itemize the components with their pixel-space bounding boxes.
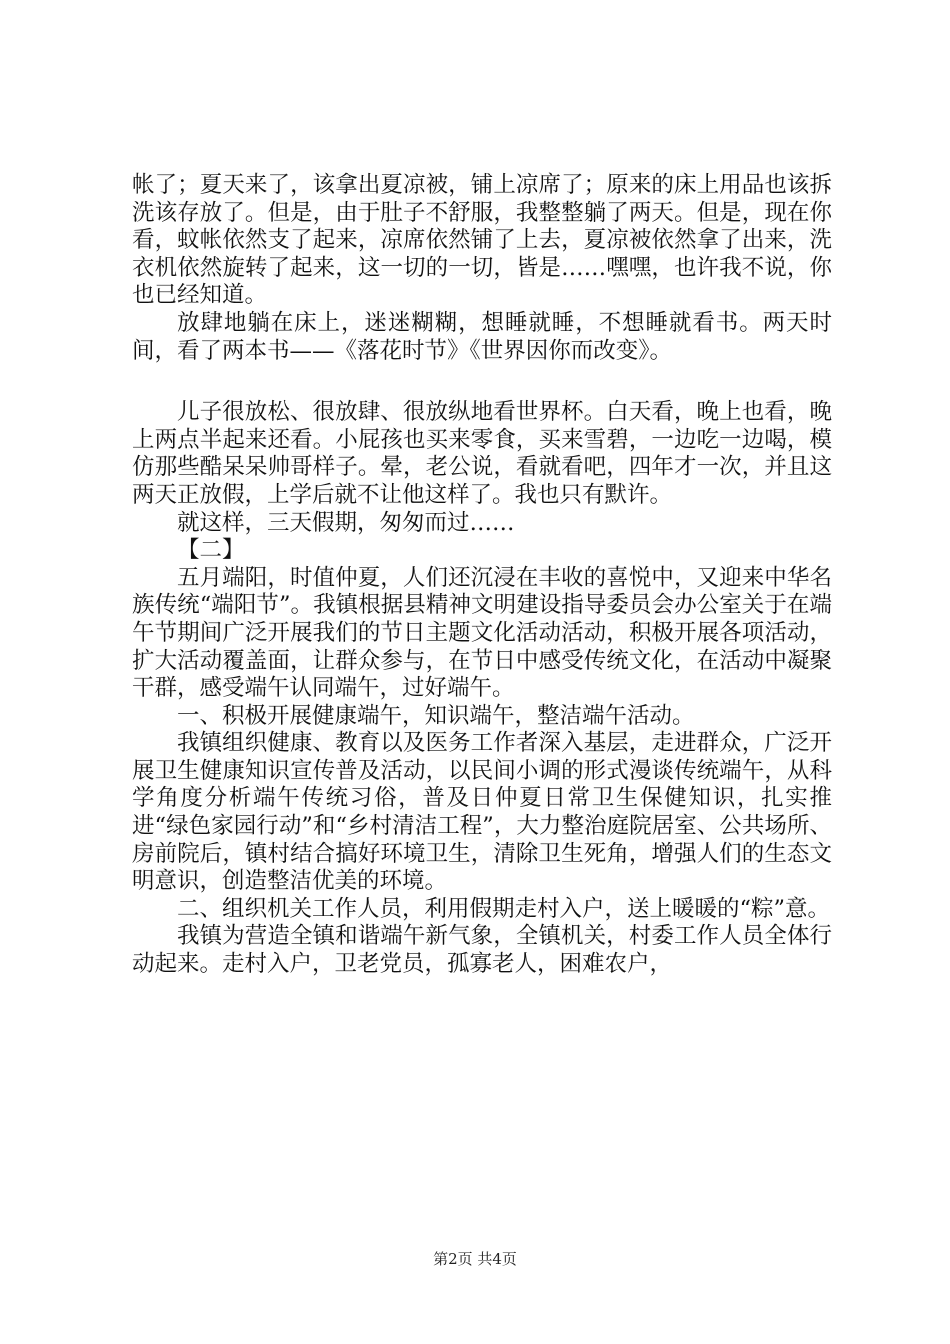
paragraph-visits: 我镇为营造全镇和谐端午新气象，全镇机关，村委工作人员全体行动起来。走村入户，卫老党员，孤寡老人，困难农户，: [132, 923, 832, 978]
paragraph-reading: 放肆地躺在床上，迷迷糊糊，想睡就睡，不想睡就看书。两天时间，看了两本书——《落花时节》《世界因你而改变》。: [132, 309, 832, 364]
page-footer: 第2页 共4页: [433, 1250, 517, 1268]
subheading-two: 二、组织机关工作人员，利用假期走村入户，送上暖暖的“粽”意。: [177, 895, 831, 922]
subheading-one: 一、积极开展健康端午，知识端午，整洁端午活动。: [177, 702, 695, 729]
paragraph-holiday-end: 就这样，三天假期，匆匆而过……: [177, 509, 515, 536]
paragraph-health-activities: 我镇组织健康、教育以及医务工作者深入基层，走进群众，广泛开展卫生健康知识宣传普及活动，以民间小调的形式漫谈传统端午，从科学角度分析端午传统习俗，普及日仲夏日常卫生保健知识，扎实推进“绿色家园行动”和“乡村清洁工程”，大力整治庭院居室、公共场所、房前院后，镇村结合搞好环境卫生，清除卫生死角，增强人们的生态文明意识，创造整洁优美的环境。: [132, 730, 832, 895]
paragraph-spacer: [132, 365, 832, 399]
section-heading-two: 【二】: [177, 537, 245, 564]
paragraph-dragon-boat-intro: 五月端阳，时值仲夏，人们还沉浸在丰收的喜悦中，又迎来中华名族传统“端阳节”。我镇根据县精神文明建设指导委员会办公室关于在端午节期间广泛开展我们的节日主题文化活动活动，积极开展各项活动，扩大活动覆盖面，让群众参与，在节日中感受传统文化，在活动中凝聚干群，感受端午认同端午，过好端午。: [132, 564, 832, 702]
paragraph-world-cup: 儿子很放松、很放肆、很放纵地看世界杯。白天看，晚上也看，晚上两点半起来还看。小屁孩也买来零食，买来雪碧，一边吃一边喝，模仿那些酷呆呆帅哥样子。晕，老公说，看就看吧，四年才一次，并且这两天正放假，上学后就不让他这样了。我也只有默许。: [132, 399, 832, 508]
paragraph-continuation: 帐了；夏天来了，该拿出夏凉被，铺上凉席了；原来的床上用品也该拆洗该存放了。但是，由于肚子不舒服，我整整躺了两天。但是，现在你看，蚊帐依然支了起来，凉席依然铺了上去，夏凉被依然拿了出来，洗衣机依然旋转了起来，这一切的一切，皆是……嘿嘿，也许我不说，你也已经知道。: [132, 172, 832, 309]
document-body: [132, 172, 832, 979]
